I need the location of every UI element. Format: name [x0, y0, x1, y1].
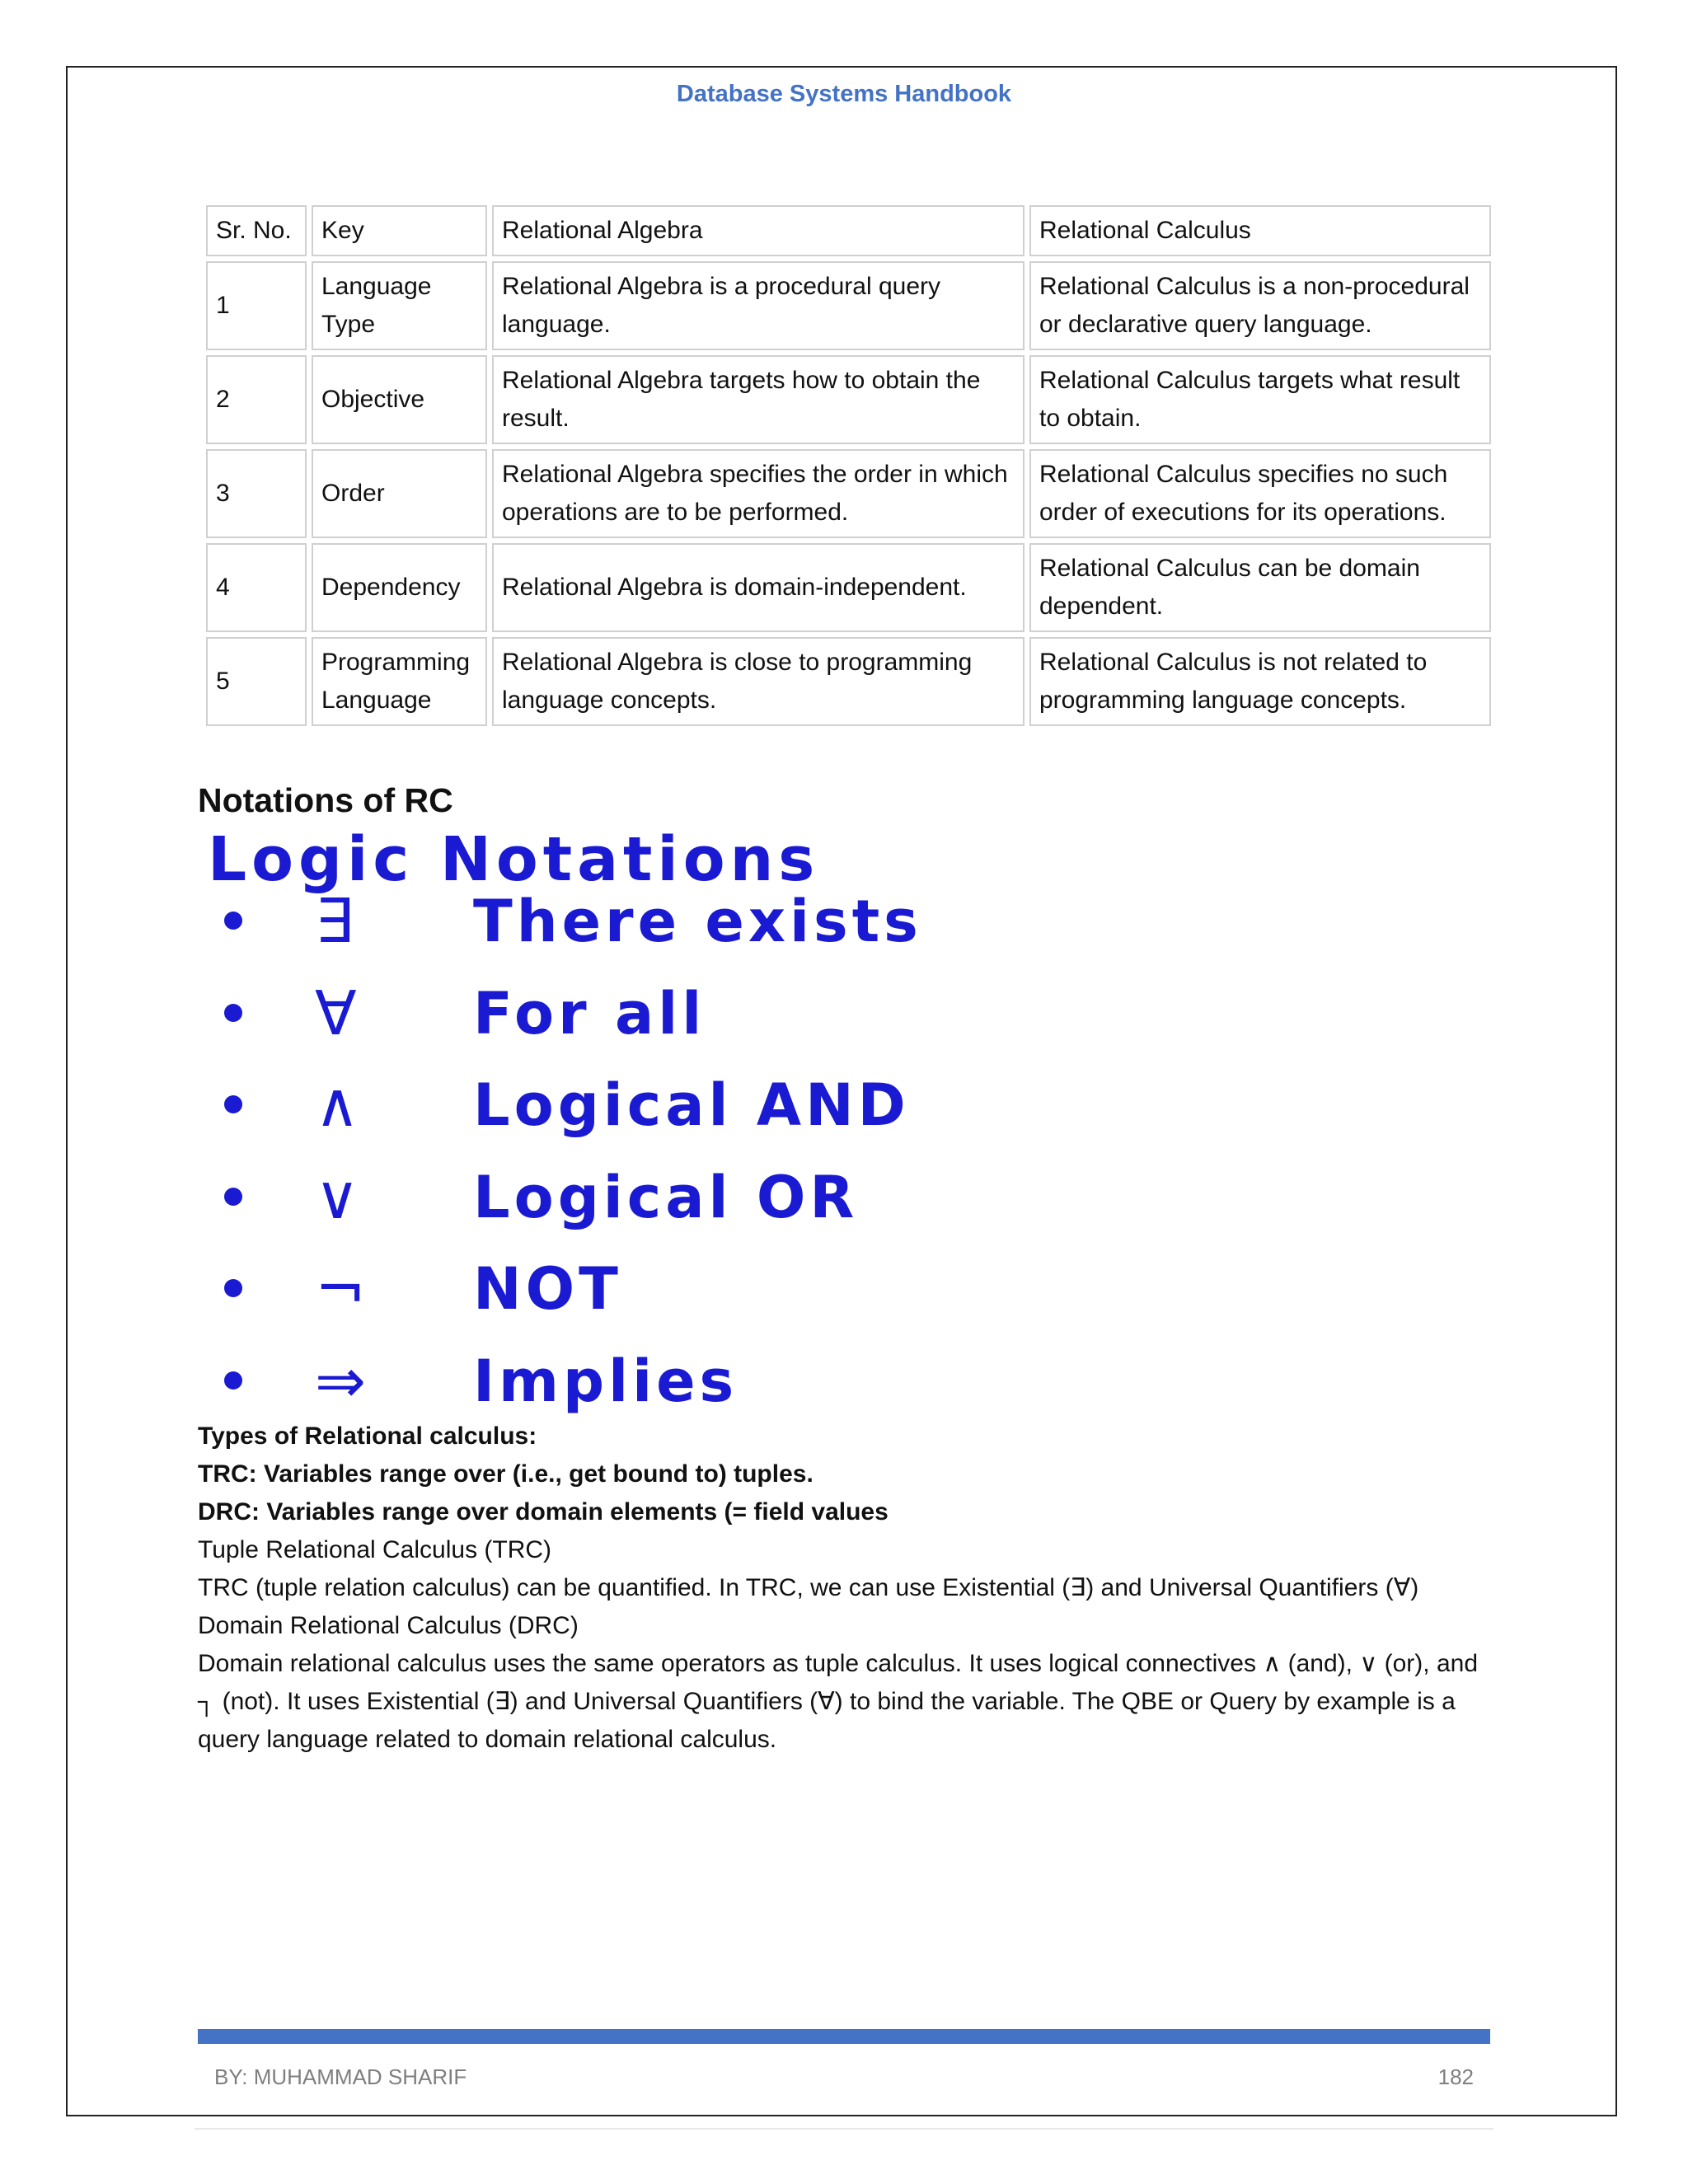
- table-cell: 2: [206, 355, 307, 444]
- table-cell: Order: [312, 449, 487, 538]
- drc-title: Domain Relational Calculus (DRC): [198, 1612, 579, 1639]
- table-row: [206, 543, 1491, 632]
- logic-notations-title: Logic Notations: [208, 824, 820, 895]
- types-heading: Types of Relational calculus:: [198, 1422, 537, 1450]
- running-header: Database Systems Handbook: [676, 81, 1012, 107]
- table-row: [206, 449, 1491, 538]
- bullet-icon: [224, 912, 242, 930]
- bullet-icon: [224, 1004, 242, 1022]
- trc-title: Tuple Relational Calculus (TRC): [198, 1536, 552, 1563]
- logic-notation-label: NOT: [473, 1255, 622, 1323]
- section-heading: Notations of RC: [198, 781, 453, 819]
- table-cell: Relational Algebra is a procedural query language.: [492, 261, 1025, 350]
- trc-definition: TRC: Variables range over (i.e., get bound to) tuples.: [198, 1460, 814, 1488]
- table-row: [206, 637, 1491, 726]
- table-cell: Relational Algebra is close to programming language concepts.: [492, 637, 1025, 726]
- table-row: [206, 355, 1491, 444]
- table-cell: 1: [206, 261, 307, 350]
- bullet-icon: [224, 1095, 242, 1113]
- page-number: 182: [1437, 2064, 1474, 2089]
- for-all-symbol: ∀: [315, 977, 357, 1049]
- table-cell: 3: [206, 449, 307, 538]
- table-cell: 4: [206, 543, 307, 632]
- table-cell: Relational Calculus is not related to programming language concepts.: [1029, 637, 1491, 726]
- table-cell: Relational Algebra targets how to obtain the result.: [492, 355, 1025, 444]
- table-cell: Programming Language: [312, 637, 487, 726]
- comparison-table: [201, 200, 1496, 731]
- table-header-row: [206, 205, 1491, 256]
- table-header-cell: Relational Calculus: [1029, 205, 1491, 256]
- body-text: [198, 1418, 1500, 1759]
- drc-description: Domain relational calculus uses the same operators as tuple calculus. It uses logical connectives ∧ (and), ∨ (or), and ┐ (not). It uses Existential (∃) and Universal Quantifiers (∀) to bind the variable. The QBE or Query by example is a query language related to domain relational calculus.: [198, 1650, 1478, 1753]
- table-cell: Language Type: [312, 261, 487, 350]
- bullet-icon: [224, 1188, 242, 1206]
- or-symbol: ∨: [315, 1161, 360, 1233]
- drc-definition: DRC: Variables range over domain elements (= field values: [198, 1498, 889, 1526]
- table-cell: Dependency: [312, 543, 487, 632]
- implies-symbol: ⇒: [315, 1345, 367, 1417]
- table-cell: Objective: [312, 355, 487, 444]
- footer-bar: [198, 2029, 1490, 2044]
- table-row: [206, 261, 1491, 350]
- table-header-cell: Key: [312, 205, 487, 256]
- table-cell: Relational Calculus targets what result to obtain.: [1029, 355, 1491, 444]
- logic-notation-label: Logical AND: [473, 1071, 910, 1139]
- logic-notation-label: Logical OR: [473, 1163, 859, 1231]
- table-header-cell: Relational Algebra: [492, 205, 1025, 256]
- bullet-icon: [224, 1279, 242, 1297]
- trc-description: TRC (tuple relation calculus) can be quantified. In TRC, we can use Existential (∃) and Universal Quantifiers (∀): [198, 1574, 1419, 1601]
- and-symbol: ∧: [315, 1070, 360, 1141]
- bottom-divider: [195, 2128, 1493, 2130]
- not-symbol: ¬: [315, 1254, 367, 1324]
- logic-notation-label: Implies: [473, 1347, 738, 1415]
- table-header-cell: Sr. No.: [206, 205, 307, 256]
- exists-symbol: ∃: [315, 886, 354, 957]
- table-cell: Relational Calculus is a non-procedural or declarative query language.: [1029, 261, 1491, 350]
- logic-notation-label: For all: [473, 979, 706, 1047]
- table-cell: Relational Calculus can be domain dependent.: [1029, 543, 1491, 632]
- table-cell: Relational Calculus specifies no such order of executions for its operations.: [1029, 449, 1491, 538]
- table-cell: 5: [206, 637, 307, 726]
- bullet-icon: [224, 1371, 242, 1390]
- logic-notation-label: There exists: [473, 888, 922, 955]
- table-cell: Relational Algebra is domain-independent.: [492, 543, 1025, 632]
- table-cell: Relational Algebra specifies the order in which operations are to be performed.: [492, 449, 1025, 538]
- footer-author: BY: MUHAMMAD SHARIF: [214, 2064, 467, 2089]
